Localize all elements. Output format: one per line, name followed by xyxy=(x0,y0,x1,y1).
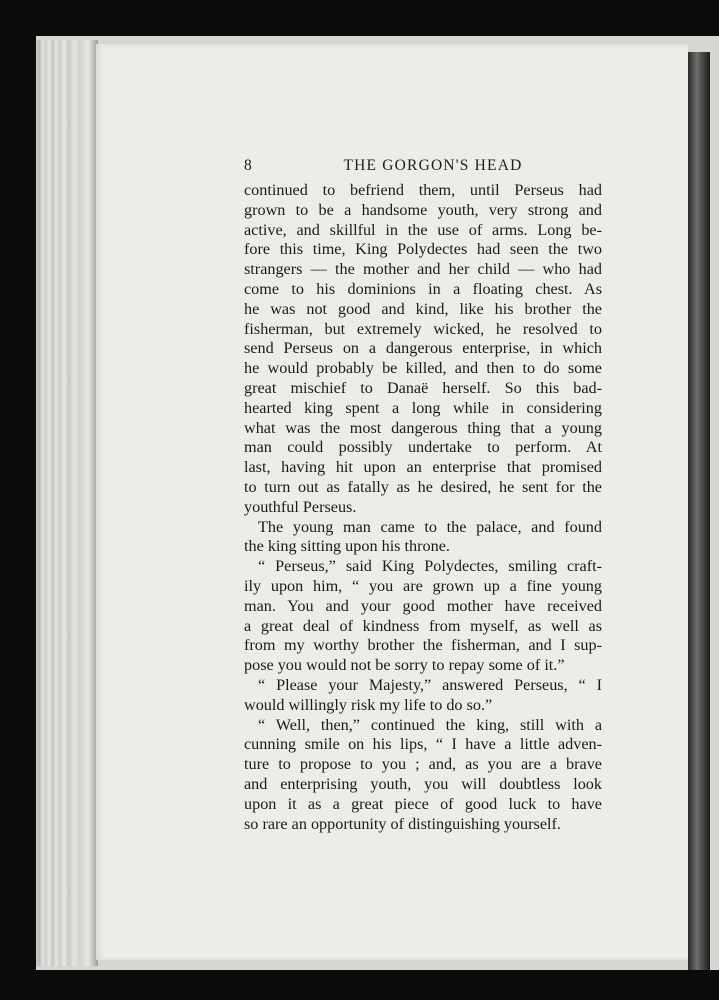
text-line: man could possibly undertake to perform. At xyxy=(244,438,602,457)
text-line: “ Well, then,” continued the king, still with a xyxy=(258,715,602,734)
text-line: hearted king spent a long while in considering xyxy=(244,398,602,417)
text-line: grown to be a handsome youth, very strong and xyxy=(244,200,602,219)
text-line: the king sitting upon his throne. xyxy=(244,537,450,556)
text-line: upon it as a great piece of good luck to have xyxy=(244,794,602,813)
page-header xyxy=(244,157,602,177)
text-line: active, and skillful in the use of arms. Long be- xyxy=(244,220,602,239)
text-line: continued to befriend them, until Perseus had xyxy=(244,181,602,199)
page-edges xyxy=(36,40,98,966)
text-line: he would probably be killed, and then to do some xyxy=(244,359,602,378)
text-line: would willingly risk my life to do so.” xyxy=(244,695,493,714)
text-line: a great deal of kindness from myself, as well as xyxy=(244,616,602,635)
page-number: 8 xyxy=(244,157,252,174)
text-line: “ Please your Majesty,” answered Perseus, “ I xyxy=(258,675,602,694)
text-line: strangers — the mother and her child — who had xyxy=(244,260,602,279)
text-line: fore this time, King Polydectes had seen the two xyxy=(244,240,602,259)
text-line: pose you would not be sorry to repay some of it.” xyxy=(244,656,565,675)
text-line: send Perseus on a dangerous enterprise, in which xyxy=(244,339,602,358)
text-line: last, having hit upon an enterprise that promised xyxy=(244,458,602,477)
text-line: what was the most dangerous thing that a young xyxy=(244,418,602,437)
text-line: from my worthy brother the fisherman, and I sup- xyxy=(244,636,602,655)
text-line: The young man came to the palace, and found xyxy=(258,517,602,536)
book-cover-edge xyxy=(688,52,710,970)
text-line: man. You and your good mother have received xyxy=(244,596,602,615)
text-line: ily upon him, “ you are grown up a fine young xyxy=(244,576,602,595)
text-line: so rare an opportunity of distinguishing yourself. xyxy=(244,814,561,833)
text-line: ture to propose to you ; and, as you are a brave xyxy=(244,755,602,774)
text-line: “ Perseus,” said King Polydectes, smiling craft- xyxy=(258,557,602,576)
text-line: cunning smile on his lips, “ I have a little adven- xyxy=(244,735,602,754)
body-text xyxy=(244,181,602,834)
text-line: youthful Perseus. xyxy=(244,497,357,516)
text-line: he was not good and kind, like his brother the xyxy=(244,299,602,318)
running-head: THE GORGON'S HEAD xyxy=(343,157,523,174)
text-line: come to his dominions in a floating chest. As xyxy=(244,279,602,298)
text-line: and enterprising youth, you will doubtless look xyxy=(244,774,602,793)
text-line: fisherman, but extremely wicked, he resolved to xyxy=(244,319,602,338)
text-line: great mischief to Danaë herself. So this bad- xyxy=(244,378,602,397)
text-line: to turn out as fatally as he desired, he sent for the xyxy=(244,477,602,496)
